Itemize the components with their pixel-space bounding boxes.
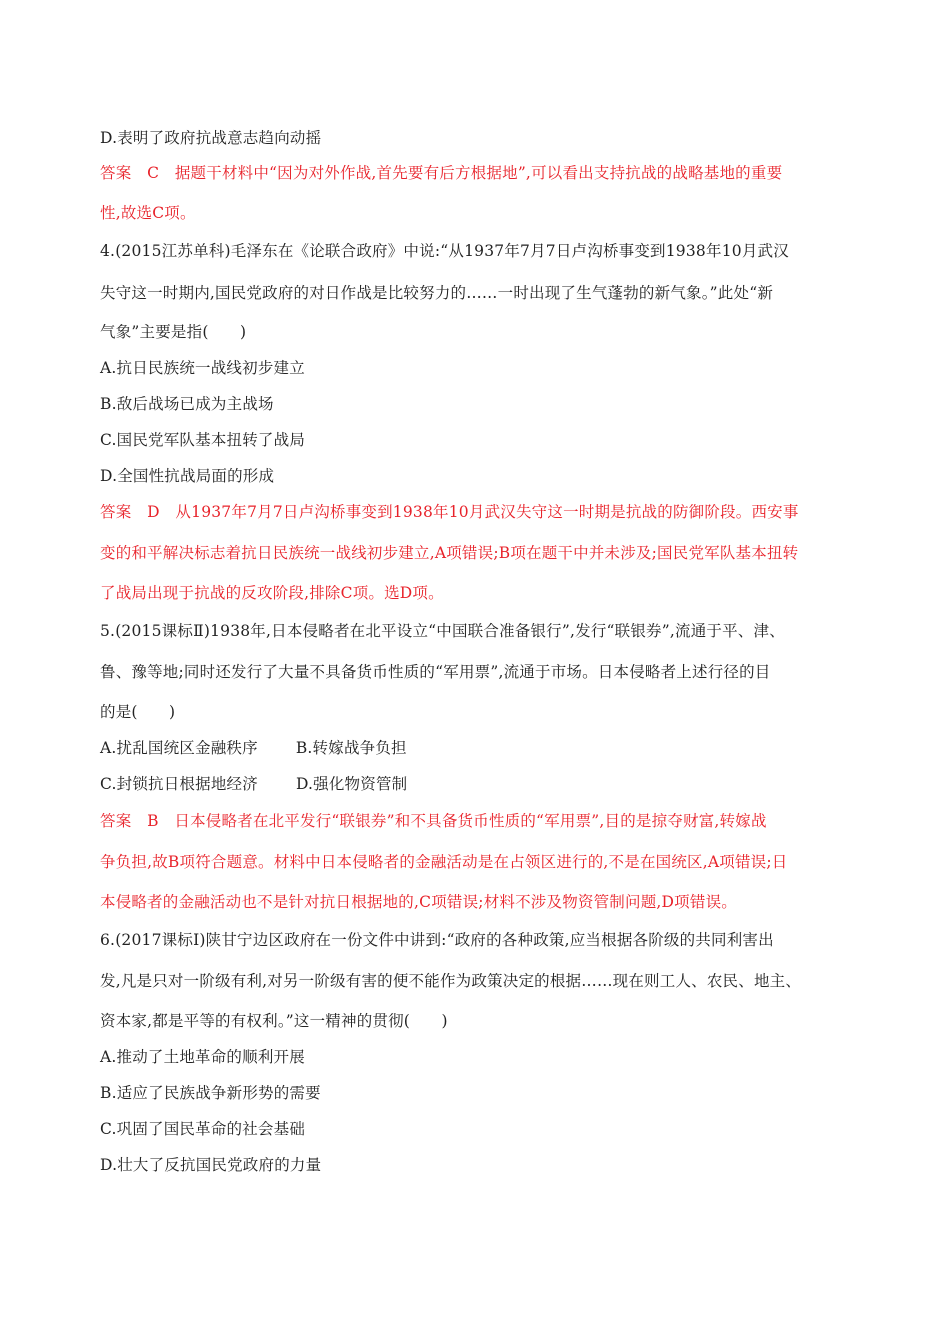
q5-option-b: B.转嫁战争负担 [295, 739, 407, 757]
q4-stem-line-2: 失守这一时期内,国民党政府的对日作战是比较努力的……一时出现了生气蓬勃的新气象。”此处“新 [100, 284, 774, 302]
q6-stem-line-2: 发,凡是只对一阶级有利,对另一阶级有害的便不能作为政策决定的根据……现在则工人、农民、地主、 [100, 972, 802, 990]
q6-stem-line-3: 资本家,都是平等的有权利。”这一精神的贯彻( ) [100, 1012, 448, 1030]
q3-answer-line-1: 答案 C 据题干材料中“因为对外作战,首先要有后方根据地”,可以看出支持抗战的战略基地的重要 [100, 164, 783, 182]
q4-option-d: D.全国性抗战局面的形成 [100, 467, 275, 485]
q5-stem-line-3: 的是( ) [100, 703, 176, 721]
q4-answer-line-3: 了战局出现于抗战的反攻阶段,排除C项。选D项。 [100, 584, 444, 602]
q4-option-c: C.国民党军队基本扭转了战局 [100, 431, 306, 449]
q5-option-c: C.封锁抗日根据地经济 [100, 775, 258, 793]
q6-option-a: A.推动了土地革命的顺利开展 [100, 1048, 305, 1066]
q4-answer-line-2: 变的和平解决标志着抗日民族统一战线初步建立,A项错误;B项在题干中并未涉及;国民党军队基本扭转 [100, 544, 799, 562]
q6-option-b: B.适应了民族战争新形势的需要 [100, 1084, 321, 1102]
q4-option-a: A.抗日民族统一战线初步建立 [100, 359, 305, 377]
q5-answer-line-3: 本侵略者的金融活动也不是针对抗日根据地的,C项错误;材料不涉及物资管制问题,D项错误。 [100, 893, 737, 911]
q4-option-b: B.敌后战场已成为主战场 [100, 395, 274, 413]
q4-answer-line-1: 答案 D 从1937年7月7日卢沟桥事变到1938年10月武汉失守这一时期是抗战的防御阶段。西安事 [100, 503, 799, 521]
q4-stem-line-1: 4.(2015江苏单科)毛泽东在《论联合政府》中说:“从1937年7月7日卢沟桥事变到1938年10月武汉 [100, 242, 789, 260]
q6-option-c: C.巩固了国民革命的社会基础 [100, 1120, 306, 1138]
q5-stem-line-1: 5.(2015课标Ⅱ)1938年,日本侵略者在北平设立“中国联合准备银行”,发行“联银券”,流通于平、津、 [100, 622, 785, 640]
q5-answer-line-2: 争负担,故B项符合题意。材料中日本侵略者的金融活动是在占领区进行的,不是在国统区,A项错误;日 [100, 853, 788, 871]
q5-stem-line-2: 鲁、豫等地;同时还发行了大量不具备货币性质的“军用票”,流通于市场。日本侵略者上述行径的目 [100, 663, 771, 681]
q3-option-d: D.表明了政府抗战意志趋向动摇 [100, 129, 322, 147]
q5-option-d: D.强化物资管制 [295, 775, 408, 793]
q5-options-row-1 [100, 737, 860, 759]
q5-options-row-2 [100, 773, 860, 795]
q5-answer-line-1: 答案 B 日本侵略者在北平发行“联银券”和不具备货币性质的“军用票”,目的是掠夺财富,转嫁战 [100, 812, 767, 830]
q4-stem-line-3: 气象”主要是指( ) [100, 323, 247, 341]
q6-option-d: D.壮大了反抗国民党政府的力量 [100, 1156, 322, 1174]
q3-answer-line-2: 性,故选C项。 [100, 204, 196, 222]
q6-stem-line-1: 6.(2017课标Ⅰ)陕甘宁边区政府在一份文件中讲到:“政府的各种政策,应当根据各阶级的共同利害出 [100, 931, 774, 949]
q5-option-a: A.扰乱国统区金融秩序 [100, 739, 258, 757]
